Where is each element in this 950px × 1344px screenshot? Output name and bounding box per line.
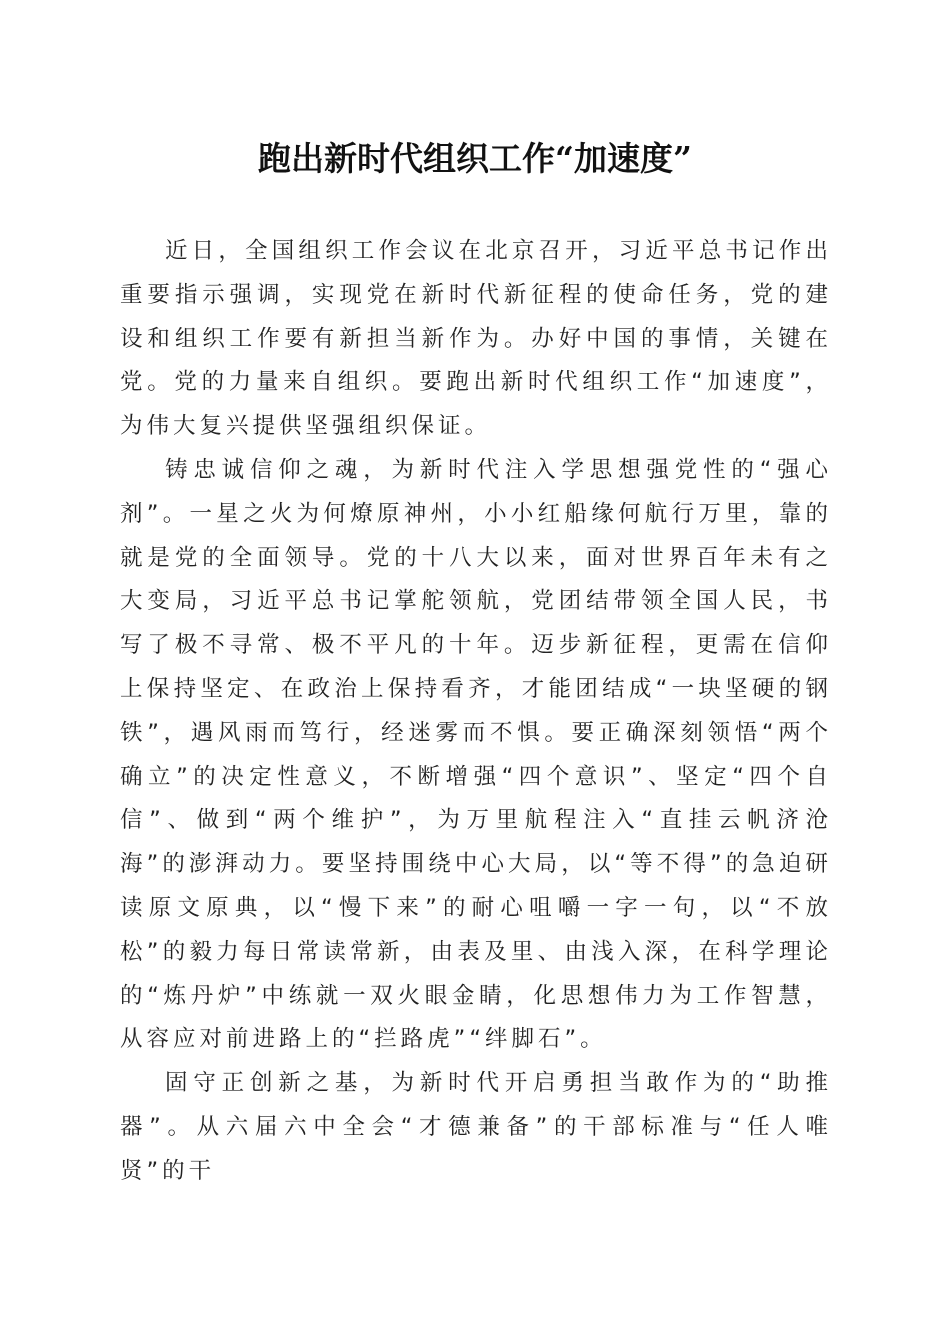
paragraph: 固守正创新之基，为新时代开启勇担当敢作为的“助推器”。从六届六中全会“才德兼备”的干部标准与“任人唯贤”的干 <box>120 1070 832 1184</box>
document-body <box>120 230 832 1194</box>
document-title: 跑出新时代组织工作“加速度” <box>258 139 692 178</box>
paragraph: 铸忠诚信仰之魂，为新时代注入学思想强党性的“强心剂”。一星之火为何燎原神州，小小红船缘何航行万里，靠的就是党的全面领导。党的十八大以来，面对世界百年未有之大变局，习近平总书记掌舵领航，党团结带领全国人民，书写了极不寻常、极不平凡的十年。迈步新征程，更需在信仰上保持坚定、在政治上保持看齐，才能团结成“一块坚硬的钢铁”，遇风雨而笃行，经迷雾而不惧。要正确深刻领悟“两个确立”的决定性意义，不断增强“四个意识”、坚定“四个自信”、做到“两个维护”，为万里航程注入“直挂云帆济沧海”的澎湃动力。要坚持围绕中心大局，以“等不得”的急迫研读原文原典，以“慢下来”的耐心咀嚼一字一句，以“不放松”的毅力每日常读常新，由表及里、由浅入深，在科学理论的“炼丹炉”中练就一双火眼金睛，化思想伟力为工作智慧，从容应对前进路上的“拦路虎”“绊脚石”。 <box>120 456 832 1053</box>
paragraph: 近日，全国组织工作会议在北京召开，习近平总书记作出重要指示强调，实现党在新时代新征程的使命任务，党的建设和组织工作要有新担当新作为。办好中国的事情，关键在党。党的力量来自组织。要跑出新时代组织工作“加速度”，为伟大复兴提供坚强组织保证。 <box>120 238 832 440</box>
